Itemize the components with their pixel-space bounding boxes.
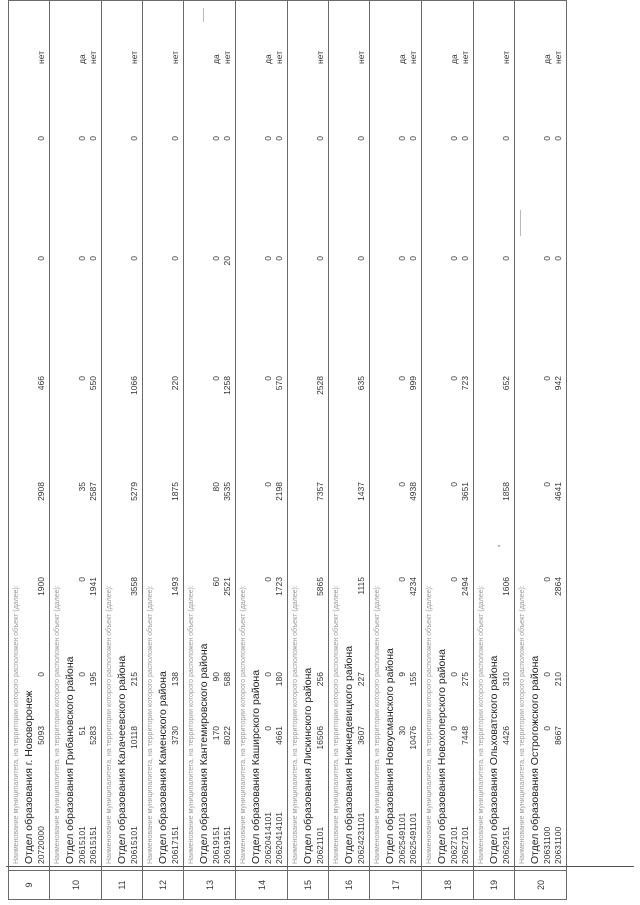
- table-row: [370, 1, 422, 900]
- numeric-value: 0: [36, 256, 46, 261]
- oktmo-code: 20631100: [553, 826, 563, 864]
- yes-no-value: нет: [315, 50, 325, 64]
- numeric-value: 16506: [315, 726, 325, 750]
- row-caption: Наименование муниципалитета, на территории которого расположен объект (далее):: [478, 585, 485, 864]
- numeric-value: 2587: [88, 482, 98, 501]
- numeric-value: 0: [356, 136, 366, 141]
- numeric-value: 80: [211, 482, 221, 492]
- numeric-value: 4641: [553, 482, 563, 501]
- yes-no-value: нет: [356, 50, 366, 64]
- table-row: [102, 1, 143, 900]
- numeric-value: 0: [129, 256, 139, 261]
- table-row: [236, 1, 288, 900]
- row-number: 12: [143, 871, 184, 900]
- data-line: [356, 7, 367, 864]
- numeric-value: 466: [36, 376, 46, 391]
- numeric-value: 1493: [170, 577, 180, 596]
- oktmo-code: 20615101: [77, 826, 87, 864]
- data-line: [501, 7, 512, 864]
- numeric-value: 3607: [356, 726, 366, 745]
- row-caption: Наименование муниципалитета, на территории которого расположен объект (далее):: [519, 585, 526, 864]
- data-line: [408, 7, 419, 864]
- numeric-value: 0: [222, 136, 232, 141]
- numeric-value: 275: [460, 672, 470, 687]
- oktmo-code: 20631100: [542, 826, 552, 864]
- data-line: [315, 7, 326, 864]
- numeric-value: 0: [77, 672, 87, 677]
- numeric-value: 570: [274, 376, 284, 391]
- numeric-value: 0: [449, 256, 459, 261]
- row-body: [329, 1, 370, 871]
- numeric-value: 0: [263, 726, 273, 731]
- numeric-value: 0: [408, 256, 418, 261]
- numeric-value: 170: [211, 726, 221, 741]
- numeric-value: 0: [77, 577, 87, 582]
- oktmo-code: 20627101: [449, 826, 459, 864]
- department-name: Отдел образования Нижнедевицкого района: [343, 645, 355, 864]
- numeric-value: 0: [449, 482, 459, 487]
- numeric-value: 0: [263, 136, 273, 141]
- row-number: 14: [236, 871, 288, 900]
- numeric-value: 0: [542, 136, 552, 141]
- numeric-value: 0: [263, 376, 273, 381]
- numeric-value: 0: [77, 136, 87, 141]
- yes-no-value: да: [263, 54, 273, 64]
- numeric-value: 138: [170, 672, 180, 687]
- numeric-value: 220: [170, 376, 180, 391]
- numeric-value: 0: [129, 136, 139, 141]
- numeric-value: 0: [397, 136, 407, 141]
- yes-no-value: да: [397, 54, 407, 64]
- numeric-value: 7448: [460, 726, 470, 745]
- numeric-value: 0: [542, 376, 552, 381]
- numeric-value: 2908: [36, 482, 46, 501]
- numeric-value: 4234: [408, 577, 418, 596]
- department-name: Отдел образования Грибановского района: [64, 656, 76, 864]
- numeric-value: 90: [211, 672, 221, 682]
- row-number: 13: [184, 871, 236, 900]
- data-line: [222, 7, 233, 864]
- row-number: 17: [370, 871, 422, 900]
- numeric-value: 0: [408, 136, 418, 141]
- numeric-value: 1437: [356, 482, 366, 501]
- numeric-value: 550: [88, 376, 98, 391]
- oktmo-code: 20624231101: [356, 812, 366, 864]
- row-body: [184, 1, 236, 871]
- row-caption: Наименование муниципалитета, на территории которого расположен объект (далее):: [426, 585, 433, 864]
- numeric-value: 0: [170, 256, 180, 261]
- row-caption: Наименование муниципалитета, на территории которого расположен объект (далее):: [374, 585, 381, 864]
- numeric-value: 0: [542, 256, 552, 261]
- numeric-value: 4426: [501, 726, 511, 745]
- table-row: [422, 1, 474, 900]
- numeric-value: 35: [77, 482, 87, 492]
- data-line: [397, 7, 408, 864]
- numeric-value: 0: [449, 136, 459, 141]
- numeric-value: 0: [263, 482, 273, 487]
- numeric-value: 0: [170, 136, 180, 141]
- numeric-value: 0: [88, 136, 98, 141]
- numeric-value: 10118: [129, 726, 139, 750]
- row-number: 16: [329, 871, 370, 900]
- row-caption: Наименование муниципалитета, на территории которого расположен объект (далее):: [240, 585, 247, 864]
- numeric-value: 942: [553, 376, 563, 391]
- numeric-value: 2494: [460, 577, 470, 596]
- oktmo-code: 20619151: [211, 826, 221, 864]
- numeric-value: 180: [274, 672, 284, 687]
- department-name: Отдел образования г. Нововоронеж: [23, 690, 35, 864]
- table-row: [184, 1, 236, 900]
- numeric-value: 0: [449, 376, 459, 381]
- row-caption: Наименование муниципалитета, на территории которого расположен объект (далее):: [106, 585, 113, 864]
- numeric-value: 7357: [315, 482, 325, 501]
- row-caption: Наименование муниципалитета, на территории которого расположен объект (далее):: [13, 585, 20, 864]
- row-number: 10: [50, 871, 102, 900]
- numeric-value: 3535: [222, 482, 232, 501]
- row-caption: Наименование муниципалитета, на территории которого расположен объект (далее):: [188, 585, 195, 864]
- numeric-value: 1858: [501, 482, 511, 501]
- row-number: 11: [102, 871, 143, 900]
- numeric-value: 0: [460, 256, 470, 261]
- data-line: [449, 7, 460, 864]
- numeric-value: 0: [397, 256, 407, 261]
- numeric-value: 0: [356, 256, 366, 261]
- numeric-value: 5283: [88, 726, 98, 745]
- numeric-value: 1115: [356, 577, 366, 595]
- numeric-value: 310: [501, 672, 511, 687]
- numeric-value: 999: [408, 376, 418, 391]
- row-caption: Наименование муниципалитета, на территории которого расположен объект (далее):: [54, 585, 61, 864]
- table-row: [515, 1, 567, 900]
- row-number: 20: [515, 871, 567, 900]
- oktmo-code: 20615101: [129, 826, 139, 864]
- yes-no-value: да: [542, 54, 552, 64]
- numeric-value: 3651: [460, 482, 470, 501]
- numeric-value: 1941: [88, 577, 98, 596]
- department-name: Отдел образования Острогожского района: [529, 655, 541, 864]
- numeric-value: 0: [460, 136, 470, 141]
- department-name: Отдел образования Кантемировского района: [198, 643, 210, 864]
- numeric-value: 5865: [315, 577, 325, 596]
- yes-no-value: нет: [501, 50, 511, 64]
- numeric-value: 1723: [274, 577, 284, 596]
- row-number: 15: [288, 871, 329, 900]
- row-body: [143, 1, 184, 871]
- yes-no-value: нет: [36, 50, 46, 64]
- page-bottom-rule: [6, 866, 634, 867]
- yes-no-value: нет: [274, 50, 284, 64]
- numeric-value: 0: [542, 482, 552, 487]
- numeric-value: 0: [77, 376, 87, 381]
- row-body: [102, 1, 143, 871]
- numeric-value: 0: [542, 577, 552, 582]
- oktmo-code: 20617151: [170, 826, 180, 864]
- numeric-value: 0: [315, 136, 325, 141]
- oktmo-code: 20720000: [36, 826, 46, 864]
- numeric-value: 0: [553, 136, 563, 141]
- numeric-value: 588: [222, 672, 232, 687]
- numeric-value: 20: [222, 256, 232, 266]
- table-row: [9, 1, 50, 900]
- yes-no-value: нет: [408, 50, 418, 64]
- row-body: [474, 1, 515, 871]
- numeric-value: 155: [408, 672, 418, 687]
- oktmo-code: 20620414101: [274, 811, 284, 864]
- numeric-value: 0: [397, 376, 407, 381]
- row-caption: Наименование муниципалитета, на территории которого расположен объект (далее):: [147, 585, 154, 864]
- yes-no-value: нет: [129, 50, 139, 64]
- numeric-value: 60: [211, 577, 221, 587]
- numeric-value: 9: [397, 672, 407, 677]
- yes-no-value: нет: [170, 50, 180, 64]
- department-name: Отдел образования Лискинского района: [302, 667, 314, 864]
- numeric-value: 0: [77, 256, 87, 261]
- numeric-value: 30: [397, 726, 407, 736]
- numeric-value: 2528: [315, 376, 325, 395]
- numeric-value: 2864: [553, 577, 563, 596]
- numeric-value: 2521: [222, 577, 232, 596]
- oktmo-code: 20620414101: [263, 811, 273, 864]
- numeric-value: 0: [449, 726, 459, 731]
- numeric-value: 227: [356, 672, 366, 687]
- department-name: Отдел образования Ольховатского района: [488, 655, 500, 864]
- data-line: [129, 7, 140, 864]
- numeric-value: 4938: [408, 482, 418, 501]
- yes-no-value: да: [77, 54, 87, 64]
- yes-no-value: нет: [460, 50, 470, 64]
- numeric-value: 0: [449, 577, 459, 582]
- data-line: [36, 7, 47, 864]
- numeric-value: 8667: [553, 726, 563, 745]
- numeric-value: 0: [449, 672, 459, 677]
- numeric-value: 0: [542, 672, 552, 677]
- data-line: [211, 7, 222, 864]
- numeric-value: 652: [501, 376, 511, 391]
- numeric-value: 723: [460, 376, 470, 391]
- numeric-value: 0: [211, 136, 221, 141]
- data-line: [77, 7, 88, 864]
- data-line: [263, 7, 274, 864]
- numeric-value: 8022: [222, 726, 232, 745]
- row-body: [370, 1, 422, 871]
- numeric-value: 5279: [129, 482, 139, 501]
- row-number: 18: [422, 871, 474, 900]
- row-body: [236, 1, 288, 871]
- yes-no-value: нет: [88, 50, 98, 64]
- numeric-value: 0: [36, 672, 46, 677]
- oktmo-code: 20621101: [315, 826, 325, 864]
- numeric-value: 4661: [274, 726, 284, 745]
- numeric-value: 1875: [170, 482, 180, 501]
- row-body: [515, 1, 567, 871]
- rotated-table-page: [8, 0, 620, 900]
- numeric-value: 0: [88, 256, 98, 261]
- numeric-value: 10476: [408, 726, 418, 750]
- department-name: Отдел образования Каменского района: [157, 671, 169, 864]
- numeric-value: 0: [263, 256, 273, 261]
- numeric-value: 3730: [170, 726, 180, 745]
- row-body: [288, 1, 329, 871]
- numeric-value: 3558: [129, 577, 139, 596]
- numeric-value: 256: [315, 672, 325, 687]
- numeric-value: 2198: [274, 482, 284, 501]
- numeric-value: 195: [88, 672, 98, 687]
- numeric-value: 0: [553, 256, 563, 261]
- department-name: Отдел образования Калачеевского района: [116, 655, 128, 864]
- data-line: [274, 7, 285, 864]
- numeric-value: 0: [501, 256, 511, 261]
- oktmo-code: 20625491101: [408, 812, 418, 864]
- oktmo-code: 20627101: [460, 826, 470, 864]
- numeric-value: 0: [397, 577, 407, 582]
- department-name: Отдел образования Каширского района: [250, 669, 262, 864]
- numeric-value: 215: [129, 672, 139, 687]
- numeric-value: 1900: [36, 577, 46, 596]
- table-body: [9, 1, 567, 900]
- numeric-value: 0: [542, 726, 552, 731]
- data-line: [170, 7, 181, 864]
- numeric-value: 0: [397, 482, 407, 487]
- numeric-value: 635: [356, 376, 366, 391]
- row-number: 9: [9, 871, 50, 900]
- yes-no-value: да: [449, 54, 459, 64]
- numeric-value: 0: [211, 256, 221, 261]
- data-line: [460, 7, 471, 864]
- table-row: [288, 1, 329, 900]
- oktmo-code: 20625491101: [397, 812, 407, 864]
- numeric-value: 1606: [501, 577, 511, 596]
- data-line: [542, 7, 553, 864]
- numeric-value: 1066: [129, 376, 139, 395]
- department-name: Отдел образования Новоусманского района: [384, 648, 396, 864]
- row-number: 19: [474, 871, 515, 900]
- numeric-value: 0: [501, 136, 511, 141]
- numeric-value: 0: [211, 376, 221, 381]
- row-body: [422, 1, 474, 871]
- row-caption: Наименование муниципалитета, на территории которого расположен объект (далее):: [333, 585, 340, 864]
- numeric-value: 51: [77, 726, 87, 736]
- oktmo-code: 20619151: [222, 826, 232, 864]
- oktmo-code: 20615151: [88, 826, 98, 864]
- numeric-value: 1258: [222, 376, 232, 395]
- data-table: [8, 0, 567, 900]
- row-caption: Наименование муниципалитета, на территории которого расположен объект (далее):: [292, 585, 299, 864]
- numeric-value: 0: [274, 256, 284, 261]
- numeric-value: 0: [263, 577, 273, 582]
- table-row: [50, 1, 102, 900]
- data-line: [553, 7, 564, 864]
- numeric-value: 0: [36, 136, 46, 141]
- yes-no-value: нет: [222, 50, 232, 64]
- numeric-value: 0: [315, 256, 325, 261]
- oktmo-code: 20629151: [501, 826, 511, 864]
- numeric-value: 0: [263, 672, 273, 677]
- yes-no-value: да: [211, 54, 221, 64]
- numeric-value: 0: [274, 136, 284, 141]
- table-row: [474, 1, 515, 900]
- table-row: [329, 1, 370, 900]
- row-body: [50, 1, 102, 871]
- numeric-value: 210: [553, 672, 563, 687]
- department-name: Отдел образования Новохоперского района: [436, 649, 448, 864]
- data-line: [88, 7, 99, 864]
- numeric-value: 5093: [36, 726, 46, 745]
- row-body: [9, 1, 50, 871]
- yes-no-value: нет: [553, 50, 563, 64]
- table-row: [143, 1, 184, 900]
